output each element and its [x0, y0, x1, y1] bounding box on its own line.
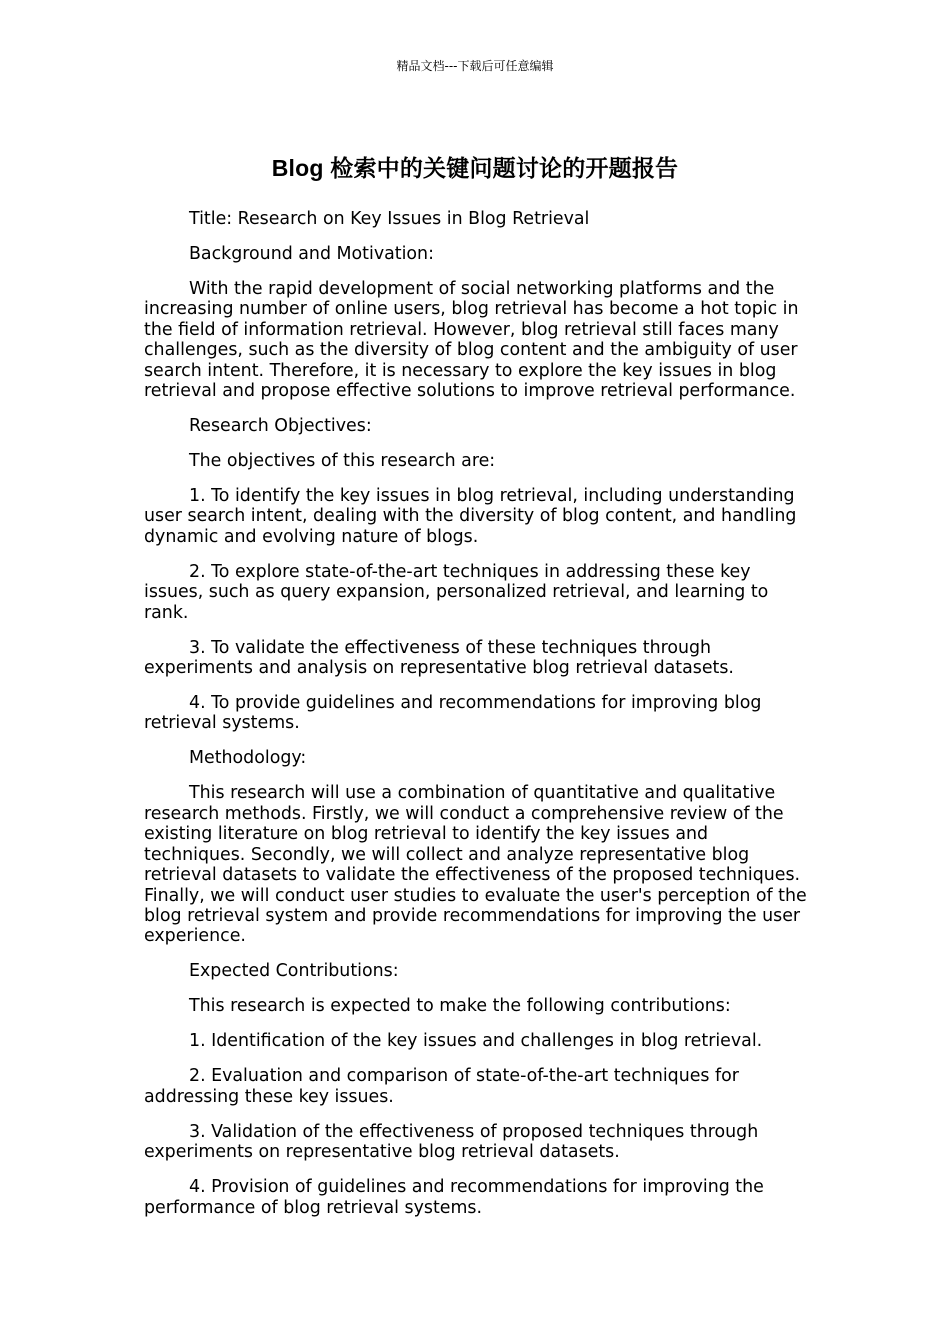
document-body: [144, 209, 812, 1233]
paragraph-contributions-intro: This research is expected to make the following contributions:: [189, 996, 731, 1017]
contribution-item-2: 2. Evaluation and comparison of state-of-the-art techniques for addressing these key issues.: [144, 1066, 739, 1107]
paragraph-background: With the rapid development of social networking platforms and the increasing number of online users, blog retrieval has become a hot topic in the field of information retrieval. However, blog retrieval still faces many challenges, such as the diversity of blog content and the ambiguity of user search intent. Therefore, it is necessary to explore the key issues in blog retrieval and propose effective solutions to improve retrieval performance.: [144, 279, 799, 402]
heading-background: Background and Motivation:: [189, 244, 434, 264]
objective-item-4: 4. To provide guidelines and recommendations for improving blog retrieval systems.: [144, 693, 762, 734]
paragraph-title-line: Title: Research on Key Issues in Blog Retrieval: [189, 209, 590, 229]
heading-objectives: Research Objectives:: [189, 416, 372, 437]
objective-item-1: 1. To identify the key issues in blog retrieval, including understanding user search intent, dealing with the diversity of blog content, and handling dynamic and evolving nature of blogs.: [144, 486, 797, 547]
contribution-item-4: 4. Provision of guidelines and recommendations for improving the performance of blog retrieval systems.: [144, 1177, 764, 1218]
page-header: 精品文档---下载后可任意编辑: [396, 59, 554, 73]
heading-contributions: Expected Contributions:: [189, 961, 399, 982]
contribution-item-1: 1. Identification of the key issues and challenges in blog retrieval.: [189, 1031, 763, 1052]
document-title: Blog 检索中的关键问题讨论的开题报告: [271, 155, 679, 182]
paragraph-objectives-intro: The objectives of this research are:: [189, 451, 496, 472]
heading-methodology: Methodology:: [189, 748, 307, 769]
contribution-item-3: 3. Validation of the effectiveness of proposed techniques through experiments on representative blog retrieval datasets.: [144, 1121, 759, 1163]
paragraph-methodology: This research will use a combination of quantitative and qualitative research methods. Firstly, we will conduct a comprehensive review of the existing literature on blog retrieval to identify the key issues and techniques. Secondly, we will collect and analyze representative blog retrieval datasets to validate the effectiveness of the proposed techniques. Finally, we will conduct user studies to evaluate the user's perception of the blog retrieval system and provide recommendations for improving the user experience.: [144, 783, 807, 947]
objective-item-2: 2. To explore state-of-the-art techniques in addressing these key issues, such as query expansion, personalized retrieval, and learning to rank.: [144, 561, 769, 623]
objective-item-3: 3. To validate the effectiveness of these techniques through experiments and analysis on representative blog retrieval datasets.: [144, 637, 734, 679]
